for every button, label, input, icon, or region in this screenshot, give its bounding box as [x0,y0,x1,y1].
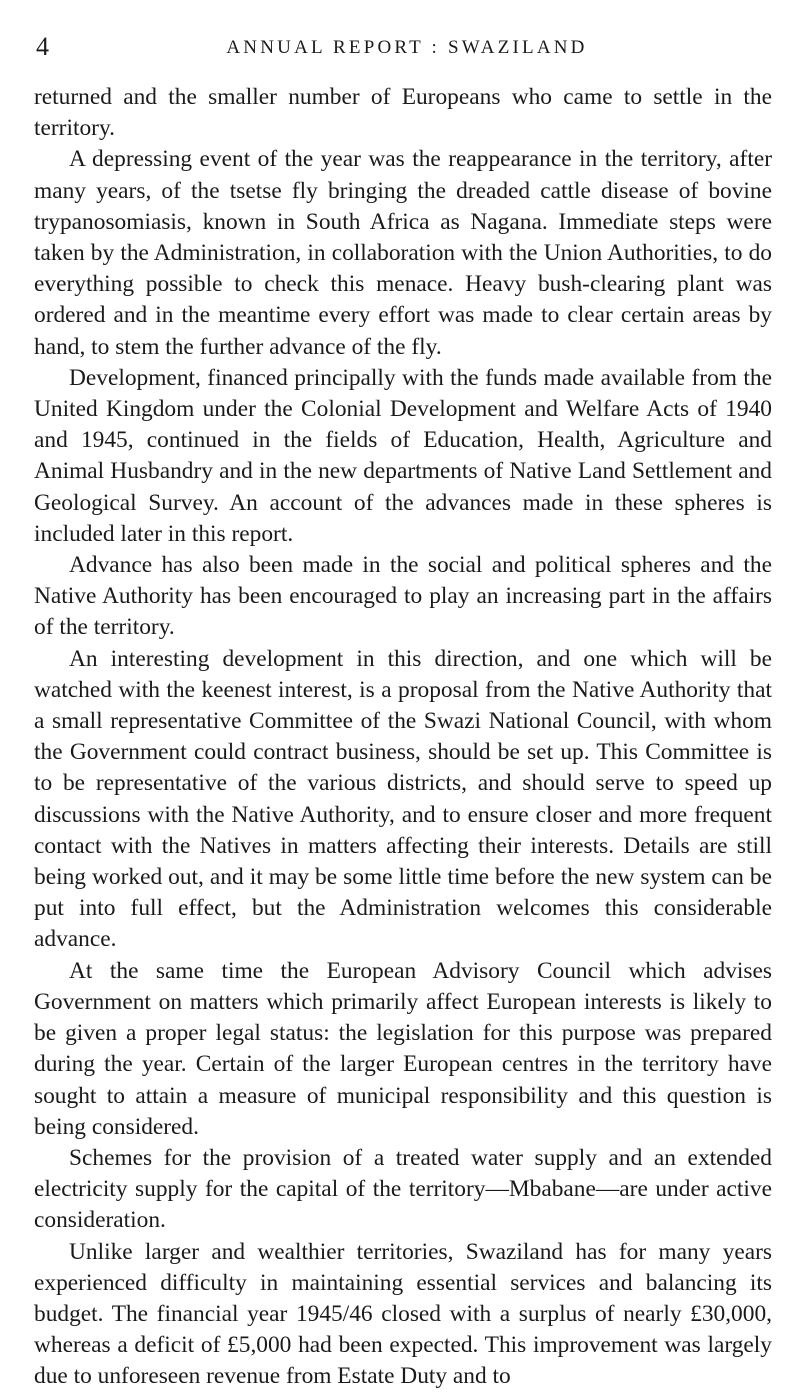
page-number: 4 [36,32,49,61]
document-page [34,0,772,1390]
paragraph: A depressing event of the year was the reappearance in the territory, after many years, of the tsetse fly bringing the dreaded cattle disease of bovine trypanosomiasis, known in South Africa as Nagana. Immediate steps were taken by the Administration, in collaboration with the Union Authorities, to do everything possible to check this menace. Heavy bush-clearing plant was ordered and in the meantime every effort was made to clear certain areas by hand, to stem the further advance of the fly. [34,146,772,360]
paragraph: Advance has also been made in the social and political spheres and the Native Authority has been encouraged to play an increasing part in the affairs of the territory. [34,552,772,641]
paragraph: An interesting development in this direction, and one which will be watched with the keenest interest, is a proposal from the Native Authority that a small representative Committee of the Swazi National Council, with whom the Government could contract business, should be set up. This Committee is to be representative of the various districts, and should serve to speed up discussions with the Native Authority, and to ensure closer and more frequent contact with the Natives in matters affecting their interests. Details are still being worked out, and it may be some little time before the new system can be put into full effect, but the Administration welcomes this considerable advance. [34,645,772,953]
body-text [34,82,772,1393]
paragraph: Development, financed principally with the funds made available from the United Kingdom under the Colonial Development and Welfare Acts of 1940 and 1945, continued in the fields of Education, Health, Agriculture and Animal Husbandry and in the new departments of Native Land Settlement and Geological Survey. An account of the advances made in these spheres is included later in this report. [34,364,772,547]
paragraph: At the same time the European Advisory Council which advises Government on matters which primarily affect European interests is likely to be given a proper legal status: the legislation for this purpose was prepared during the year. Certain of the larger European centres in the territory have sought to attain a measure of municipal responsibility and this question is being considered. [34,957,772,1140]
paragraph: returned and the smaller number of Europeans who came to settle in the territory. [34,84,772,142]
page-header [34,0,772,60]
paragraph: Unlike larger and wealthier territories, Swaziland has for many years experienced difficulty in maintaining essential services and balancing its budget. The financial year 1945/46 closed with a surplus of nearly £30,000, whereas a deficit of £5,000 had been expected. This improvement was largely due to unforeseen revenue from Estate Duty and to [34,1238,772,1390]
running-head: ANNUAL REPORT : SWAZILAND [226,37,588,58]
paragraph: Schemes for the provision of a treated water supply and an extended electricity supply for the capital of the territory—Mbabane—are under active consideration. [34,1144,772,1234]
